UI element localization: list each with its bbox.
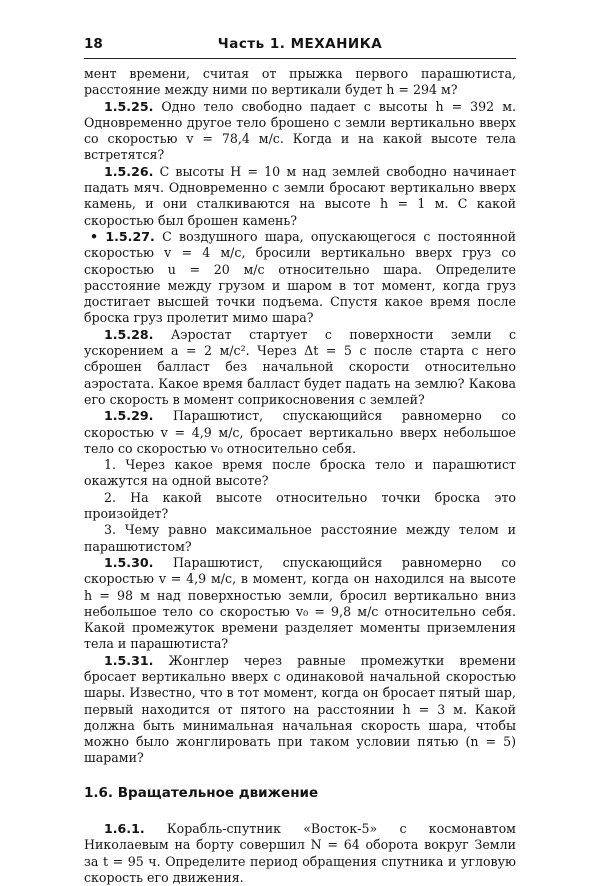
problem-1-6-1 [84, 821, 516, 886]
problem-number: 1.5.28. [104, 326, 154, 342]
sub-question-2 [84, 490, 516, 523]
problem-text: Жонглер через равные промежутки времени бросает вертикально вверх с одинаковой начальной скоростью шары. Известно, что в тот момент, когда он бросает пятый шар, первый находится от пятого на расстоянии h = 3 м. Какой должна быть минимальная начальная скорость шара, чтобы можно было жонглировать при таком условии пятью (n = 5) шарами? [84, 652, 516, 766]
running-header [84, 36, 516, 59]
sub-question-1 [84, 457, 516, 490]
problem-text: 1. Через какое время после броска тело и парашютист окажутся на одной высоте? [84, 457, 516, 489]
problem-text: С воздушного шара, опускающегося с постоянной скоростью v = 4 м/с, бросили вертикально вверх груз со скоростью u = 20 м/с относительно шара. Определите расстояние между грузом и шаром в тот момент, когда груз достигает высшей точки подъема. Спустя какое время после броска груз пролетит мимо шара? [84, 228, 516, 326]
problem-text: 2. На какой высоте относительно точки броска это произойдет? [84, 489, 516, 522]
problem-1-5-27 [84, 229, 516, 327]
problem-number: 1.5.30. [104, 554, 154, 570]
problem-1-5-28 [84, 327, 516, 408]
problem-continuation [84, 66, 516, 99]
problem-1-5-26 [84, 164, 516, 229]
problem-number: 1.5.26. [104, 163, 154, 179]
problem-1-5-30 [84, 555, 516, 653]
problem-text: Парашютист, спускающийся равномерно со скоростью v = 4,9 м/с, в момент, когда он находился на высоте h = 98 м над поверхностью земли, бросил вертикально вниз небольшое тело со скоростью v₀ = 9,8 м/с относительно себя. Какой промежуток времени разделяет моменты приземления тела и парашютиста? [84, 554, 516, 652]
problem-number: 1.5.31. [104, 652, 154, 668]
page-body [84, 66, 516, 886]
problem-number: 1.5.29. [104, 408, 154, 424]
page-number: 18 [84, 36, 103, 52]
problem-number: 1.5.27. [105, 228, 155, 244]
problem-1-5-25 [84, 99, 516, 164]
section-heading: 1.6. Вращательное движение [84, 784, 319, 801]
problem-text: С высоты H = 10 м над землей свободно начинает падать мяч. Одновременно с земли бросают вертикально вверх камень, и они сталкиваются на высоте h = 1 м. С какой скоростью был брошен камень? [84, 163, 516, 228]
problem-text: Парашютист, спускающийся равномерно со скоростью v = 4,9 м/с, бросает вертикально вверх небольшое тело со скоростью v₀ относительно себя. [84, 408, 516, 456]
sub-question-3 [84, 522, 516, 555]
part-title: Часть 1. МЕХАНИКА [217, 36, 383, 52]
problem-text: мент времени, считая от прыжка первого парашютиста, расстояние между ними по вертикали будет h = 294 м? [84, 66, 516, 98]
problem-1-5-29 [84, 408, 516, 457]
problem-number: 1.6.1. [104, 821, 145, 837]
problem-text: 3. Чему равно максимальное расстояние между телом и парашютистом? [84, 522, 516, 554]
problem-number: 1.5.25. [104, 98, 154, 114]
problem-text: Аэростат стартует с поверхности земли с ускорением a = 2 м/с². Через Δt = 5 с после старта с него сброшен балласт без начальной скорости относительно аэростата. Какое время балласт будет падать на землю? Какова его скорость в момент соприкосновения с землей? [84, 326, 516, 407]
problem-text: Одно тело свободно падает с высоты h = 392 м. Одновременно другое тело брошено с земли вертикально вверх со скоростью v = 78,4 м/с. Когда и на какой высоте тела встретятся? [84, 98, 516, 163]
problem-text: Корабль-спутник «Восток-5» с космонавтом Николаевым на борту совершил N = 64 оборота вокруг Земли за t = 95 ч. Определите период обращения спутника и угловую скорость его движения. [84, 821, 516, 885]
bullet-marker: • [90, 228, 99, 244]
